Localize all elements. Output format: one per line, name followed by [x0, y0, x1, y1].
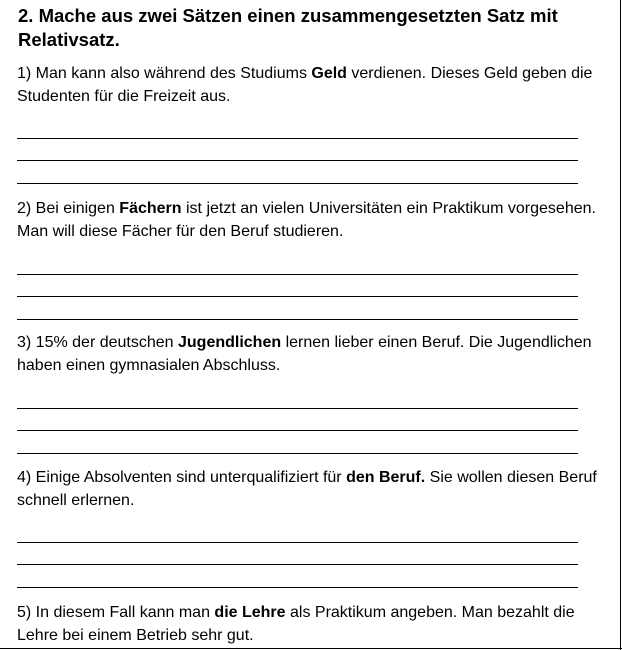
- exercise-2-answer-line-1[interactable]: [17, 274, 578, 275]
- exercise-4-text-after: Sie wollen diesen Beruf schnell erlernen.: [17, 469, 597, 509]
- exercise-2-keyword: Fächern: [119, 200, 182, 217]
- exercise-1-answer-line-2[interactable]: [17, 160, 578, 161]
- exercise-2-text: [17, 198, 607, 243]
- exercise-3-text-before: 3) 15% der deutschen: [17, 334, 178, 351]
- exercise-1-keyword: Geld: [311, 65, 347, 82]
- exercise-5-text: [17, 602, 607, 647]
- exercise-3-answer-line-1[interactable]: [17, 408, 578, 409]
- exercise-2-answer-line-3[interactable]: [17, 319, 578, 320]
- exercise-4-keyword: den Beruf.: [346, 469, 426, 486]
- exercise-4-answer-line-2[interactable]: [17, 564, 578, 565]
- exercise-1: [17, 63, 607, 108]
- exercise-1-text-after: verdienen. Dieses Geld geben die Studenten für die Freizeit aus.: [17, 65, 593, 105]
- exercise-4: [17, 467, 607, 512]
- exercise-1-text: [17, 63, 607, 108]
- task-title: 2. Mache aus zwei Sätzen einen zusammengesetzten Satz mit Relativsatz.: [18, 5, 558, 50]
- exercise-2-answer-line-2[interactable]: [17, 296, 578, 297]
- exercise-5-keyword: die Lehre: [214, 604, 286, 621]
- exercise-5: [17, 602, 607, 647]
- exercise-3-keyword: Jugendlichen: [178, 334, 282, 351]
- exercise-3-answer-line-3[interactable]: [17, 453, 578, 454]
- exercise-4-answer-line-1[interactable]: [17, 542, 578, 543]
- exercise-1-text-before: 1) Man kann also während des Studiums: [17, 65, 312, 82]
- exercise-3-text: [17, 332, 607, 377]
- exercise-4-text: [17, 467, 607, 512]
- exercise-2: [17, 198, 607, 243]
- exercise-5-text-after: als Praktikum angeben. Man bezahlt die Lehre bei einem Betrieb sehr gut.: [17, 604, 575, 644]
- exercise-2-text-before: 2) Bei einigen: [17, 200, 120, 217]
- exercise-4-text-before: 4) Einige Absolventen sind unterqualifiziert für: [17, 469, 347, 486]
- bottom-border: [0, 648, 622, 649]
- exercise-3-text-after: lernen lieber einen Beruf. Die Jugendlichen haben einen gymnasialen Abschluss.: [17, 334, 592, 374]
- exercise-3: [17, 332, 607, 377]
- right-border: [620, 0, 621, 650]
- exercise-2-text-after: ist jetzt an vielen Universitäten ein Praktikum vorgesehen. Man will diese Fächer für den Beruf studieren.: [17, 200, 596, 240]
- exercise-4-answer-line-3[interactable]: [17, 587, 578, 588]
- exercise-5-text-before: 5) In diesem Fall kann man: [17, 604, 215, 621]
- exercise-1-answer-line-3[interactable]: [17, 183, 578, 184]
- exercise-1-answer-line-1[interactable]: [17, 138, 578, 139]
- exercise-3-answer-line-2[interactable]: [17, 430, 578, 431]
